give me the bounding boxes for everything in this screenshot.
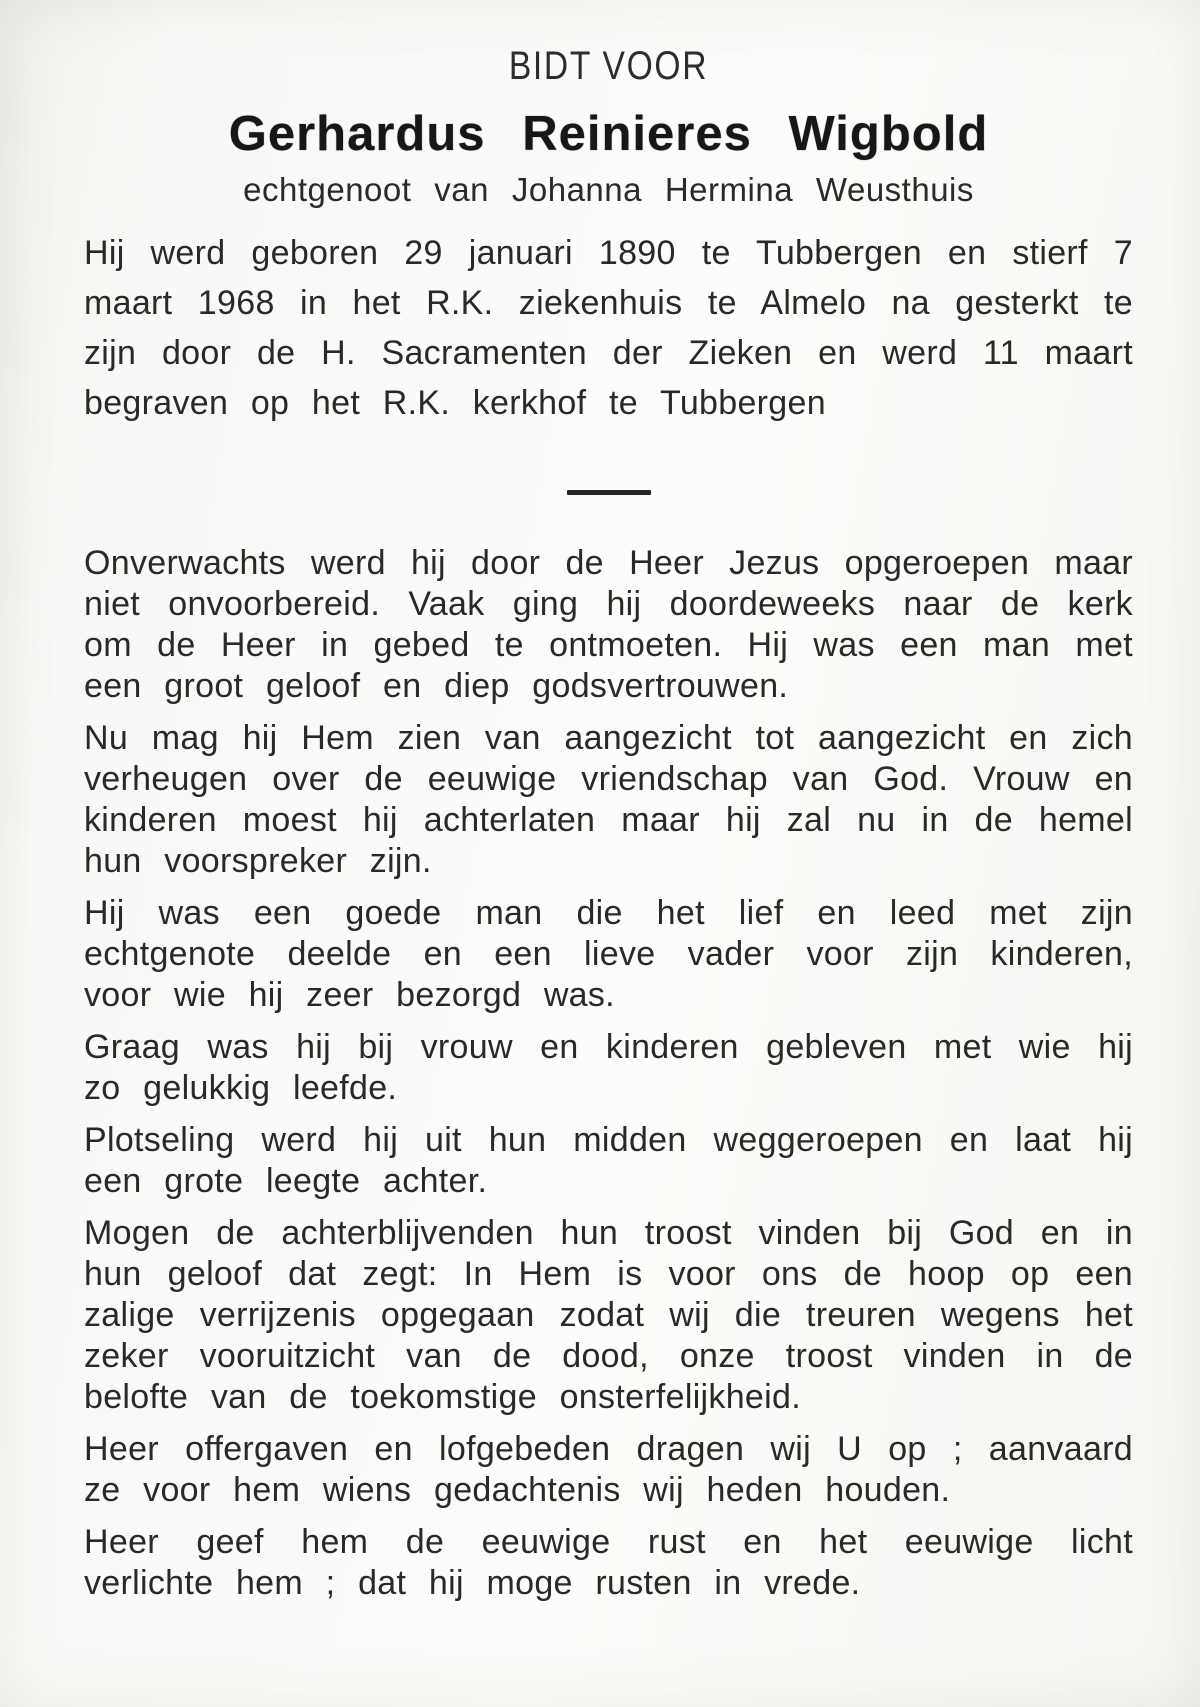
card-heading: BIDT VOOR (508, 44, 709, 88)
memorial-paragraph-2: Nu mag hij Hem zien van aangezicht tot aangezicht en zich verheugen over de eeuwige vriendschap van God. Vrouw en kinderen moest hij achterlaten maar hij zal nu in de hemel hun voorspreker zijn. (84, 719, 1133, 880)
spouse-line: echtgenoot van Johanna Hermina Weusthuis (243, 171, 974, 208)
obituary-body (84, 543, 1133, 1604)
memorial-paragraph-8: Heer geef hem de eeuwige rust en het eeuwige licht verlichte hem ; dat hij moge rusten in vrede. (84, 1523, 1133, 1602)
memorial-paragraph-4: Graag was hij bij vrouw en kinderen gebleven met wie hij zo gelukkig leefde. (84, 1028, 1133, 1107)
memorial-paragraph-6: Mogen de achterblijvenden hun troost vinden bij God en in hun geloof dat zegt: In Hem is voor ons de hoop op een zalige verrijzenis opgegaan zodat wij die treuren wegens het zeker vooruitzicht van de dood, onze troost vinden in de belofte van de toekomstige onsterfelijkheid. (84, 1214, 1133, 1416)
section-divider (567, 490, 651, 495)
memorial-paragraph-3: Hij was een goede man die het lief en leed met zijn echtgenote deelde en een lieve vader voor zijn kinderen, voor wie hij zeer bezorgd was. (84, 894, 1133, 1014)
deceased-name: Gerhardus Reinieres Wigbold (228, 107, 989, 161)
memorial-paragraph-1: Onverwachts werd hij door de Heer Jezus opgeroepen maar niet onvoorbereid. Vaak ging hij doordeweeks naar de kerk om de Heer in gebed te ontmoeten. Hij was een man met een groot geloof en diep godsvertrouwen. (84, 544, 1133, 705)
life-dates-paragraph: Hij werd geboren 29 januari 1890 te Tubbergen en stierf 7 maart 1968 in het R.K. ziekenhuis te Almelo na gesterkt te zijn door de H. Sacramenten der Zieken en werd 11 maart begraven op het R.K. kerkhof te Tubbergen (84, 234, 1133, 422)
memorial-paragraph-5: Plotseling werd hij uit hun midden weggeroepen en laat hij een grote leegte achter. (84, 1121, 1133, 1200)
memorial-paragraph-7: Heer offergaven en lofgebeden dragen wij U op ; aanvaard ze voor hem wiens gedachtenis wij heden houden. (84, 1430, 1133, 1509)
